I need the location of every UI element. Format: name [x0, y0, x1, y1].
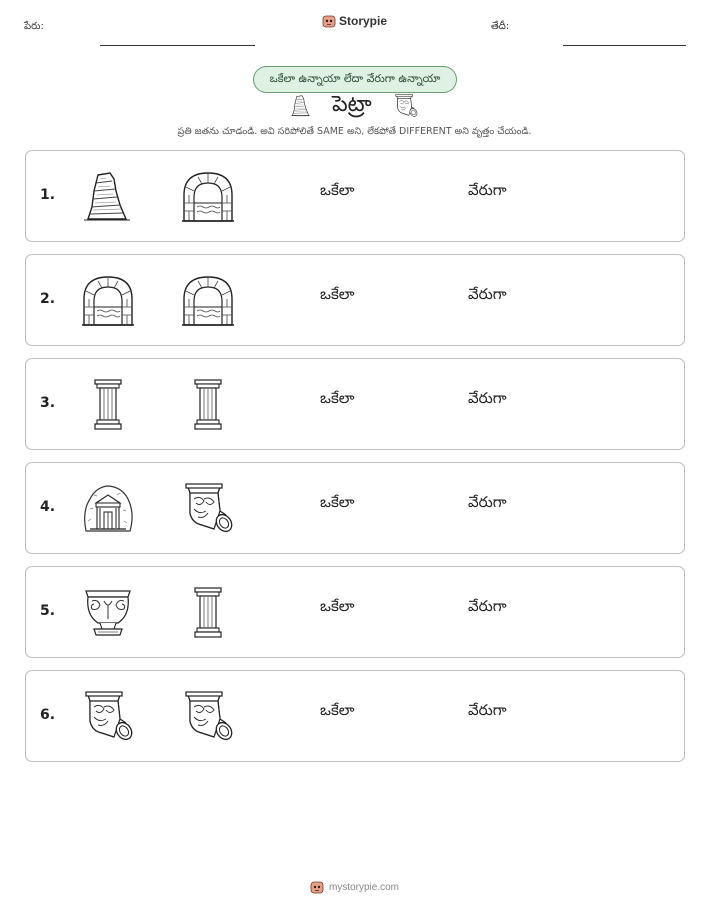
carved-capital-icon	[393, 93, 419, 119]
question-number: 5.	[40, 603, 56, 619]
date-field[interactable]	[563, 45, 686, 46]
different-option[interactable]: వేరుగా	[468, 597, 507, 615]
name-field[interactable]	[100, 45, 255, 46]
date-label: తేదీ:	[491, 21, 510, 32]
same-option[interactable]: ఒకేలా	[320, 597, 355, 615]
same-option[interactable]: ఒకేలా	[320, 181, 355, 199]
arched-well-icon	[80, 273, 136, 329]
footer	[0, 880, 709, 894]
question-number: 3.	[40, 395, 56, 411]
carved-capital-icon	[180, 481, 236, 537]
question-number: 1.	[40, 187, 56, 203]
arched-well-icon	[180, 169, 236, 225]
worksheet-header	[0, 12, 709, 42]
same-option[interactable]: ఒకేలా	[320, 389, 355, 407]
different-option[interactable]: వేరుగా	[468, 493, 507, 511]
question-card	[25, 358, 685, 450]
storypie-mascot-icon	[310, 880, 324, 894]
same-option[interactable]: ఒకేలా	[320, 701, 355, 719]
different-option[interactable]: వేరుగా	[468, 389, 507, 407]
storypie-mascot-icon	[322, 14, 336, 28]
brand-name: Storypie	[339, 14, 388, 28]
question-card	[25, 254, 685, 346]
question-card	[25, 462, 685, 554]
different-option[interactable]: వేరుగా	[468, 701, 507, 719]
rock-formation-icon	[80, 169, 136, 225]
instructions: ప్రతి జతను చూడండి. అవి సరిపోలితే SAME అని, లేకపోతే DIFFERENT అని వృత్తం చేయండి.	[177, 126, 532, 137]
page-title: పెట్రా	[332, 92, 372, 117]
question-card	[25, 670, 685, 762]
question-number: 4.	[40, 499, 56, 515]
question-number: 6.	[40, 707, 56, 723]
same-option[interactable]: ఒకేలా	[320, 493, 355, 511]
rock-formation-icon	[289, 90, 313, 122]
question-card	[25, 150, 685, 242]
question-number: 2.	[40, 291, 56, 307]
footer-url[interactable]: mystorypie.com	[328, 881, 399, 893]
different-option[interactable]: వేరుగా	[468, 181, 507, 199]
brand-logo	[322, 14, 387, 28]
rock-temple-icon	[80, 481, 136, 537]
carved-capital-icon	[80, 689, 136, 745]
stone-column-icon	[180, 377, 236, 433]
stone-column-icon	[180, 585, 236, 641]
name-label: పేరు:	[24, 21, 44, 32]
different-option[interactable]: వేరుగా	[468, 285, 507, 303]
question-card	[25, 566, 685, 658]
ornate-urn-icon	[80, 585, 136, 641]
arched-well-icon	[180, 273, 236, 329]
same-option[interactable]: ఒకేలా	[320, 285, 355, 303]
title-row	[0, 90, 709, 124]
stone-column-icon	[80, 377, 136, 433]
worksheet-type-badge: ఒకేలా ఉన్నాయా లేదా వేరుగా ఉన్నాయా	[253, 66, 457, 93]
carved-capital-icon	[180, 689, 236, 745]
